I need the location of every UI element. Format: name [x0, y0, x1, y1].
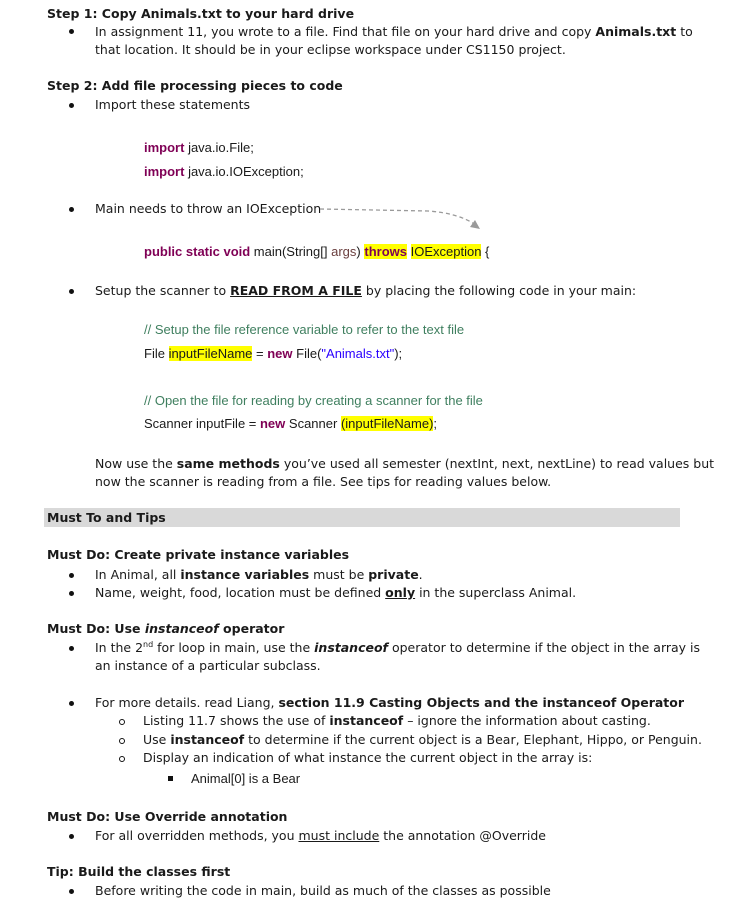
sub-bullet-circle: [119, 719, 125, 725]
step2-heading: Step 2: Add file processing pieces to code: [47, 78, 343, 93]
must3-heading: Must Do: Use Override annotation: [47, 809, 288, 824]
bullet-dot: [69, 591, 74, 596]
must2-bullet1-line2: an instance of a particular subclass.: [95, 658, 321, 673]
must2-sub3: Display an indication of what instance the current object in the array is:: [143, 750, 593, 765]
sub-bullet-circle: [119, 738, 125, 744]
must2-bullet1-line1: In the 2nd for loop in main, use the instanceof operator to determine if the object in the array is: [95, 639, 701, 655]
scanner-bullet-text: Setup the scanner to READ FROM A FILE by placing the following code in your main:: [95, 283, 637, 298]
bullet-dot: [69, 103, 74, 108]
code-file-line: File inputFileName = new File("Animals.txt");: [144, 346, 403, 361]
step1-text-line1: In assignment 11, you wrote to a file. Find that file on your hard drive and copy Animals.txt to: [95, 24, 693, 39]
must2-sub1: Listing 11.7 shows the use of instanceof – ignore the information about casting.: [143, 713, 651, 728]
now-use-line2: now the scanner is reading from a file. See tips for reading values below.: [95, 474, 552, 489]
tip1-heading: Tip: Build the classes first: [47, 864, 231, 879]
code-comment-file: // Setup the file reference variable to refer to the text file: [144, 322, 465, 337]
import-bullet-text: Import these statements: [95, 97, 251, 112]
must2-heading: Must Do: Use instanceof operator: [47, 621, 285, 636]
must1-bullet1: In Animal, all instance variables must be private.: [95, 567, 423, 582]
bullet-dot: [69, 834, 74, 839]
now-use-line1: Now use the same methods you’ve used all semester (nextInt, next, nextLine) to read values but: [95, 456, 715, 471]
bullet-dot: [69, 29, 74, 34]
bullet-dot: [69, 207, 74, 212]
code-comment-scanner: // Open the file for reading by creating a scanner for the file: [144, 393, 483, 408]
must3-bullet1: For all overridden methods, you must include the annotation @Override: [95, 828, 546, 843]
bullet-dot: [69, 646, 74, 651]
bullet-dot: [69, 573, 74, 578]
must2-bullet2: For more details. read Liang, section 11.9 Casting Objects and the instanceof Operator: [95, 695, 685, 710]
sub-bullet-circle: [119, 756, 125, 762]
must1-heading: Must Do: Create private instance variables: [47, 547, 350, 562]
must1-bullet2: Name, weight, food, location must be defined only in the superclass Animal.: [95, 585, 577, 600]
step1-heading: Step 1: Copy Animals.txt to your hard drive: [47, 6, 355, 21]
bullet-dot: [69, 289, 74, 294]
code-scanner-line: Scanner inputFile = new Scanner (inputFileName);: [144, 416, 438, 431]
bullet-dot: [69, 701, 74, 706]
example-output: Animal[0] is a Bear: [191, 771, 301, 786]
must2-sub2: Use instanceof to determine if the current object is a Bear, Elephant, Hippo, or Penguin.: [143, 732, 702, 747]
tip1-bullet1: Before writing the code in main, build as much of the classes as possible: [95, 883, 551, 898]
main-signature: public static void main(String[] args) throws IOException {: [144, 244, 490, 259]
import-line-file: import java.io.File;: [144, 140, 254, 155]
import-line-ioexception: import java.io.IOException;: [144, 164, 304, 179]
bullet-dot: [69, 889, 74, 894]
dashed-arrow-icon: [318, 203, 483, 233]
step1-text-line2: that location. It should be in your eclipse workspace under CS1150 project.: [95, 42, 566, 57]
square-bullet: [168, 776, 173, 781]
main-bullet-text: Main needs to throw an IOException: [95, 201, 322, 216]
section-band-title: Must To and Tips: [47, 510, 166, 525]
